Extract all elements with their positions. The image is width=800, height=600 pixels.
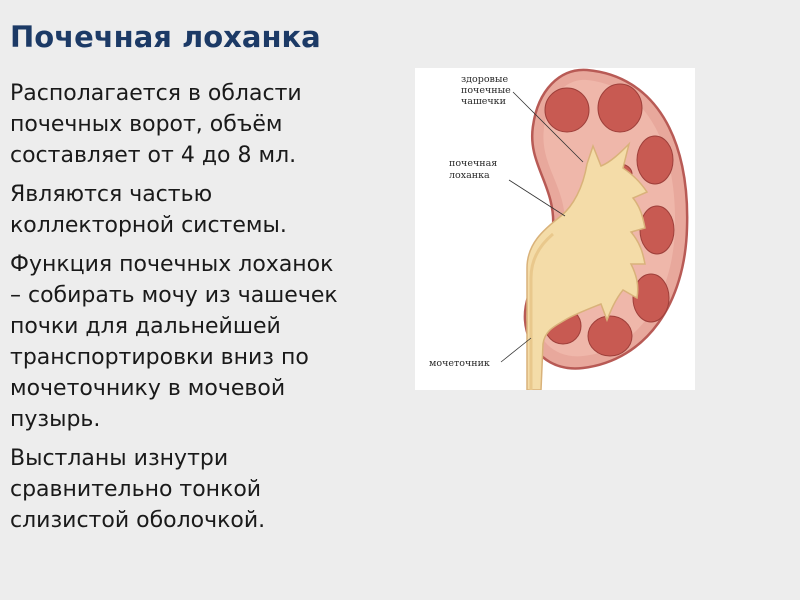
text-line: Выстланы изнутри [10,446,229,471]
paragraph-lining [10,443,410,536]
text-line: составляет от 4 до 8 мл. [10,143,297,168]
label-calyces-line3: чашечки [461,96,506,107]
text-line: почечных ворот, объём [10,112,283,137]
paragraph-collecting-system [10,179,410,241]
paragraph-function [10,249,410,435]
label-pelvis-line1: почечная [449,158,498,169]
text-line: слизистой оболочкой. [10,508,266,533]
kidney-illustration [415,68,695,390]
text-line: мочеточнику в мочевой [10,376,286,401]
text-line: – собирать мочу из чашечек [10,283,338,308]
slide-title: Почечная лоханка [10,20,321,54]
text-line: коллекторной системы. [10,213,287,238]
text-line: Функция почечных лоханок [10,252,334,277]
text-line: сравнительно тонкой [10,477,262,502]
paragraph-location [10,78,410,171]
kidney-figure [415,68,695,390]
text-line: почки для дальнейшей [10,314,281,339]
label-pelvis-line2: лоханка [449,170,490,181]
text-line: Располагается в области [10,81,302,106]
label-calyces-line1: здоровые [461,74,509,85]
text-line: пузырь. [10,407,101,432]
label-calyces-line2: почечные [461,85,511,96]
text-line: транспортировки вниз по [10,345,309,370]
text-line: Являются частью [10,182,213,207]
label-ureter: мочеточник [429,358,490,369]
slide-body [10,78,410,544]
